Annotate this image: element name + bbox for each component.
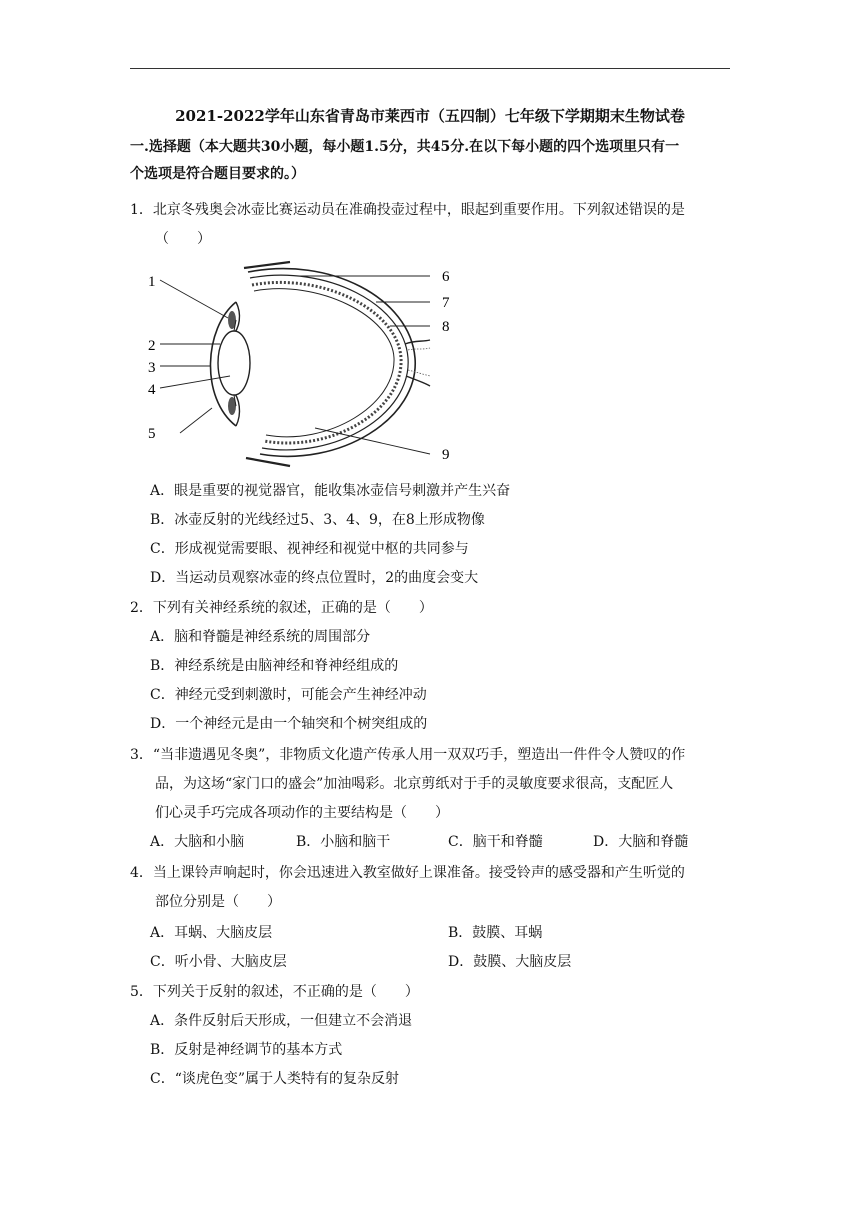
question-3-option-d[interactable]: D．大脑和脊髓 [593, 834, 689, 850]
diagram-label-3: 3 [148, 360, 156, 376]
question-2-stem [130, 594, 734, 623]
question-5-stem [130, 978, 734, 1007]
question-2-option-b[interactable]: B．神经系统是由脑神经和脊神经组成的 [150, 658, 399, 674]
question-2-stem-line1: 2．下列有关神经系统的叙述，正确的是（ ） [130, 600, 433, 616]
question-4-stem-line1: 4．当上课铃声响起时，你会迅速进入教室做好上课准备。接受铃声的感受器和产生听觉的 [130, 865, 685, 881]
question-2-option-c[interactable]: C．神经元受到刺激时，可能会产生神经冲动 [150, 687, 427, 703]
section-heading [130, 134, 734, 188]
question-3-stem-line3: 们心灵手巧完成各项动作的主要结构是（ ） [155, 805, 449, 821]
question-3-option-c[interactable]: C．脑干和脊髓 [448, 834, 543, 850]
question-2-option-a[interactable]: A．脑和脊髓是神经系统的周围部分 [150, 629, 371, 645]
diagram-label-5: 5 [148, 426, 156, 442]
question-1-option-c[interactable]: C．形成视觉需要眼、视神经和视觉中枢的共同参与 [150, 541, 469, 557]
question-4-option-b[interactable]: B．鼓膜、耳蜗 [448, 925, 543, 941]
diagram-label-1: 1 [148, 274, 156, 290]
question-4-option-c[interactable]: C．听小骨、大脑皮层 [150, 954, 287, 970]
diagram-label-2: 2 [148, 338, 156, 354]
section-heading-line1: 一.选择题（本大题共30小题，每小题1.5分，共45分.在以下每小题的四个选项里只有一 [130, 139, 680, 155]
question-3-stem-line1: 3．“当非遗遇见冬奥”，非物质文化遗产传承人用一双双巧手，塑造出一件件令人赞叹的作 [130, 747, 686, 763]
question-3-stem [130, 741, 734, 828]
question-4-option-a[interactable]: A．耳蜗、大脑皮层 [150, 925, 273, 941]
question-1-option-b[interactable]: B．冰壶反射的光线经过5、3、4、9，在8上形成物像 [150, 512, 485, 528]
question-4-option-d[interactable]: D．鼓膜、大脑皮层 [448, 954, 572, 970]
question-1-option-d[interactable]: D．当运动员观察冰壶的终点位置时，2的曲度会变大 [150, 570, 479, 586]
diagram-label-4: 4 [148, 382, 156, 398]
eye-structure-diagram [140, 258, 470, 470]
question-4-stem-line2: 部位分别是（ ） [155, 894, 281, 910]
question-5-option-b[interactable]: B．反射是神经调节的基本方式 [150, 1042, 343, 1058]
question-1-stem-line1: 1．北京冬残奥会冰壶比赛运动员在准确投壶过程中，眼起到重要作用。下列叙述错误的是 [130, 202, 685, 218]
question-1-stem [130, 196, 734, 254]
exam-title: 2021-2022学年山东省青岛市莱西市（五四制）七年级下学期期末生物试卷 [175, 107, 685, 125]
diagram-label-7: 7 [442, 295, 450, 311]
diagram-label-6: 6 [442, 269, 450, 285]
diagram-label-9: 9 [442, 447, 450, 463]
diagram-label-8: 8 [442, 319, 450, 335]
question-1-option-a[interactable]: A．眼是重要的视觉器官，能收集冰壶信号刺激并产生兴奋 [150, 483, 511, 499]
question-2-option-d[interactable]: D．一个神经元是由一个轴突和个树突组成的 [150, 716, 428, 732]
eye-diagram-svg [140, 258, 470, 470]
question-3-option-a[interactable]: A．大脑和小脑 [150, 834, 245, 850]
question-5-option-a[interactable]: A．条件反射后天形成，一但建立不会消退 [150, 1013, 413, 1029]
question-3-option-b[interactable]: B．小脑和脑干 [296, 834, 391, 850]
question-4-stem [130, 859, 734, 917]
question-5-option-c[interactable]: C．“谈虎色变”属于人类特有的复杂反射 [150, 1071, 400, 1087]
header-rule [130, 68, 730, 69]
question-1-stem-line2: （ ） [155, 231, 211, 247]
question-5-stem-line1: 5．下列关于反射的叙述，不正确的是（ ） [130, 984, 419, 1000]
question-3-stem-line2: 品，为这场“家门口的盛会”加油喝彩。北京剪纸对于手的灵敏度要求很高，支配匠人 [155, 776, 674, 792]
section-heading-line2: 个选项是符合题目要求的。） [130, 166, 305, 182]
